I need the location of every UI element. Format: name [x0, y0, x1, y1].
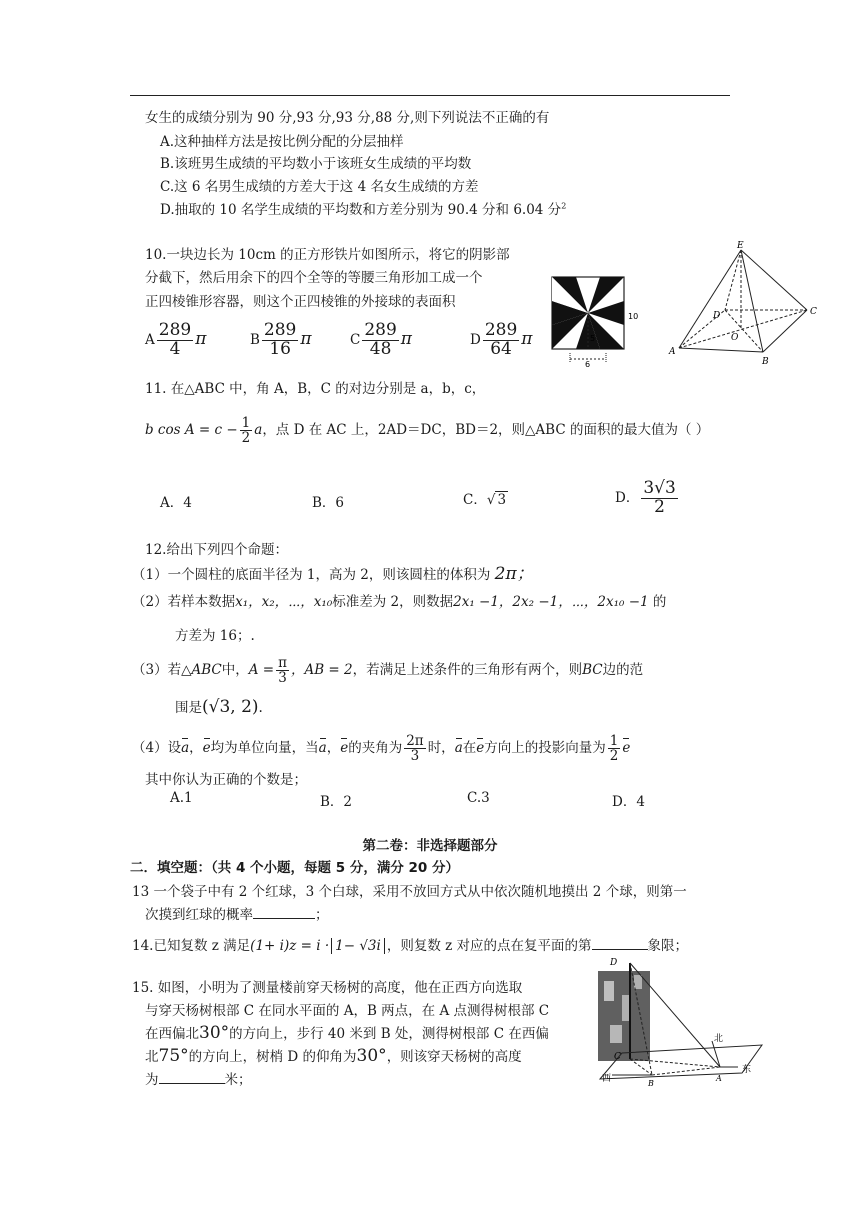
q12-proposition-4: （4）设a，e均为单位向量，当a，e的夹角为 $\frac{2\pi}{3}$ 时，a在e方向上的投影向量为 $\frac{1}{2}$ e	[132, 733, 631, 765]
fig2-label-c: C	[810, 307, 817, 317]
q9-stem-line: 女生的成绩分别为 90 分,93 分,93 分,88 分,则下列说法不正确的有	[145, 110, 550, 126]
fig-label-north: 北	[714, 1034, 724, 1044]
q15-stem-line1: 15. 如图，小明为了测量楼前穿天杨树的高度，他在正西方向选取	[132, 980, 523, 996]
q11-option-a: A．4	[160, 495, 192, 511]
q10-option-a: A $\frac{289}{4}$ π	[145, 320, 207, 359]
q10-option-c: C $\frac{289}{48}$ π	[350, 320, 412, 359]
fig1-height-label: 5	[590, 334, 596, 343]
fig2-label-o: O	[731, 333, 739, 343]
section-fill-in-title: 二．填空题：（共 4 个小题，每题 5 分，满分 20 分）	[130, 860, 460, 876]
q12-proposition-3: （3）若△ABC中，A = $\frac{\pi}{3}$ ，AB = 2，若满足上述条件的三角形有两个，则BC边的范	[132, 655, 644, 687]
q10-stem-line1: 10.一块边长为 10cm 的正方形铁片如图所示，将它的阴影部	[145, 247, 510, 263]
q14-stem: 14.已知复数 z 满足(1+ i)z = i · 1− √3i ，则复数 z 对应的点在复平面的第 象限；	[132, 938, 689, 954]
q10-pyramid-figure	[665, 238, 825, 368]
q9-option-b: B.该班男生成绩的平均数小于该班女生成绩的平均数	[160, 156, 472, 172]
q15-tree-figure	[592, 955, 772, 1090]
fig2-label-d: D	[713, 311, 721, 321]
q12-proposition-2-line2: 方差为 16；.	[175, 628, 255, 644]
q13-stem-line2: 次摸到红球的概率 ；	[145, 907, 329, 923]
q13-stem-line1: 13 一个袋子中有 2 个红球，3 个白球，采用不放回方式从中依次随机地摸出 2 个球，则第一	[132, 884, 687, 900]
fig2-label-b: B	[762, 357, 769, 367]
q12-option-b: B．2	[320, 794, 353, 810]
q10-option-d: D $\frac{289}{64}$ π	[470, 320, 533, 359]
q15-stem-line2: 与穿天杨树根部 C 在同水平面的 A，B 两点，在 A 点测得树根部 C	[145, 1003, 550, 1019]
q12-proposition-1: （1）一个圆柱的底面半径为 1，高为 2，则该圆柱的体积为 2π；	[132, 564, 534, 584]
fig-label-c: C	[614, 1052, 621, 1062]
fig-label-a: A	[716, 1074, 722, 1083]
q11-option-b: B．6	[312, 495, 345, 511]
fig-label-d: D	[610, 958, 618, 968]
fig-label-b: B	[648, 1079, 654, 1088]
q10-square-figure	[550, 275, 650, 370]
q15-stem-line5: 为 米；	[145, 1072, 252, 1088]
header-rule	[130, 95, 730, 96]
fig2-label-a: A	[669, 347, 676, 357]
part2-title: 第二卷：非选择题部分	[362, 838, 498, 854]
q12-option-c: C.3	[467, 790, 490, 806]
q11-option-c: C．√ 3	[463, 492, 507, 508]
q11-option-d: D． $\frac{3√3}{2}$	[615, 478, 676, 517]
q12-option-a: A.1	[170, 790, 193, 806]
q11-stem-line1: 11. 在△ABC 中，角 A，B，C 的对边分别是 a，b，c，	[145, 381, 486, 397]
q11-stem-line2: b cos A = c − $\frac{1}{2}$ a，点 D 在 AC 上，2AD＝DC，BD＝2，则△ABC 的面积的最大值为（ ）	[145, 415, 710, 447]
fig1-side-label: 10	[628, 312, 639, 321]
q9-option-d: D.抽取的 10 名学生成绩的平均数和方差分别为 90.4 分和 6.04 分$^2$	[160, 201, 567, 218]
fig-label-west: 西	[602, 1074, 612, 1084]
q10-option-b: B $\frac{289}{16}$ π	[250, 320, 312, 359]
q15-stem-line3: 在西偏北30°的方向上，步行 40 米到 B 处，测得树根部 C 在西偏	[145, 1023, 549, 1043]
fig1-base-label: 6	[585, 360, 591, 369]
q10-stem-line2: 分截下，然后用余下的四个全等的等腰三角形加工成一个	[145, 270, 483, 286]
q12-prompt: 其中你认为正确的个数是；	[145, 772, 307, 788]
q9-option-c: C.这 6 名男生成绩的方差大于这 4 名女生成绩的方差	[160, 179, 479, 195]
q12-title: 12.给出下列四个命题：	[145, 542, 288, 558]
q9-option-a: A.这种抽样方法是按比例分配的分层抽样	[160, 134, 404, 150]
q10-stem-line3: 正四棱锥形容器，则这个正四棱锥的外接球的表面积	[145, 294, 456, 310]
q12-proposition-2: （2）若样本数据x₁，x₂，⋯，x₁₀标准差为 2，则数据2x₁ −1，2x₂ −1，⋯，2x₁₀ −1 的	[132, 594, 667, 610]
q12-option-d: D．4	[612, 794, 645, 810]
fig2-label-e: E	[737, 241, 744, 251]
fig-label-east: 东	[742, 1065, 752, 1075]
q12-proposition-3-line2: 围是(√3, 2).	[175, 697, 263, 717]
q15-stem-line4: 北75°的方向上，树梢 D 的仰角为30°，则该穿天杨树的高度	[145, 1046, 522, 1066]
